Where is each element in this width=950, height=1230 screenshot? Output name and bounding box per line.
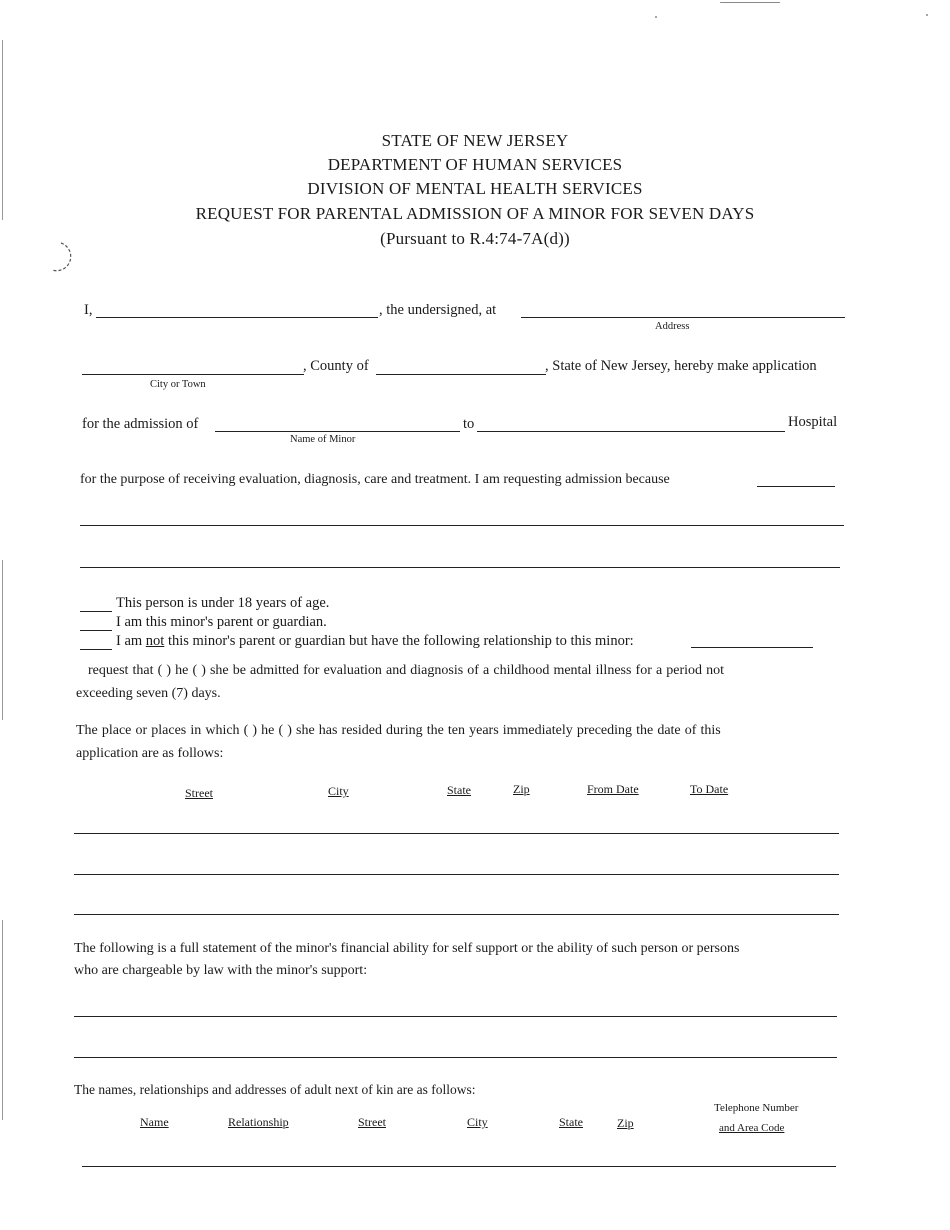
undersigned-label: , the undersigned, at [379,302,497,318]
city-caption: City or Town [150,379,206,390]
applicant-name-field[interactable] [96,317,378,318]
kin-col-state: State [559,1115,583,1129]
address-caption: Address [655,321,690,332]
col-from-date: From Date [587,782,639,796]
not-emphasis: not [145,633,165,649]
financial-line-2: who are chargeable by law with the minor's support: [74,963,368,978]
under18-label: This person is under 18 years of age. [116,595,330,611]
header-state: STATE OF NEW JERSEY [381,131,569,150]
kin-col-relationship: Relationship [228,1115,289,1129]
header-title: REQUEST FOR PARENTAL ADMISSION OF A MINOR FOR SEVEN DAYS [195,204,755,223]
applicant-prefix: I, [84,302,93,318]
minor-name-field[interactable] [215,431,460,432]
kin-col-name: Name [140,1115,169,1129]
city-field[interactable] [82,374,304,375]
reason-field[interactable] [757,486,835,487]
hospital-label: Hospital [788,414,838,430]
request-line-2: exceeding seven (7) days. [76,686,221,701]
parent-label: I am this minor's parent or guardian. [116,614,327,630]
residence-line-2: application are as follows: [76,746,224,761]
kin-row-1[interactable] [82,1166,836,1167]
under18-check-field[interactable] [80,611,112,612]
kin-col-phone-1: Telephone Number [714,1102,799,1114]
county-label: , County of [303,358,369,374]
financial-line-field-2[interactable] [74,1057,837,1058]
col-to-date: To Date [690,782,729,796]
not-parent-text-b: this minor's parent or guardian but have the following relationship to this minor: [164,633,634,649]
minor-caption: Name of Minor [290,434,356,445]
residence-row-1[interactable] [74,833,839,834]
state-application-text: , State of New Jersey, hereby make application [545,358,817,374]
request-line-1: request that ( ) he ( ) she be admitted for evaluation and diagnosis of a childhood mental illness for a period not [88,663,725,678]
scan-speck [720,2,780,3]
residence-row-3[interactable] [74,914,839,915]
col-street: Street [185,786,213,800]
admission-label: for the admission of [82,416,199,432]
kin-intro: The names, relationships and addresses of adult next of kin are as follows: [74,1082,476,1097]
financial-line-1: The following is a full statement of the minor's financial ability for self support or the ability of such person or persons [74,941,740,956]
kin-col-zip: Zip [617,1116,634,1130]
financial-line-field-1[interactable] [74,1016,837,1017]
col-city: City [328,784,349,798]
residence-row-2[interactable] [74,874,839,875]
to-label: to [463,416,475,432]
reason-line-2[interactable] [80,525,844,526]
header-division: DIVISION OF MENTAL HEALTH SERVICES [307,179,643,198]
parent-check-field[interactable] [80,630,112,631]
reason-line-3[interactable] [80,567,840,568]
not-parent-label [116,633,634,650]
relationship-field[interactable] [691,647,813,648]
header-citation: (Pursuant to R.4:74-7A(d)) [380,229,570,248]
kin-col-city: City [467,1115,488,1129]
scan-edge-mark [2,560,3,720]
kin-col-phone-2: and Area Code [719,1122,785,1134]
col-state: State [447,783,471,797]
col-zip: Zip [513,782,530,796]
applicant-address-field[interactable] [521,317,845,318]
hospital-name-field[interactable] [477,431,785,432]
kin-col-street: Street [358,1115,386,1129]
scan-edge-mark [2,920,3,1120]
county-field[interactable] [376,374,546,375]
scan-speck [655,16,657,18]
residence-line-1: The place or places in which ( ) he ( ) she has resided during the ten years immediately preceding the date of this [76,723,721,738]
not-parent-check-field[interactable] [80,649,112,650]
not-parent-text-a: I am [116,633,146,649]
header-department: DEPARTMENT OF HUMAN SERVICES [327,155,623,174]
purpose-text: for the purpose of receiving evaluation, diagnosis, care and treatment. I am requesting admission because [80,472,670,487]
scan-speck [926,14,928,16]
